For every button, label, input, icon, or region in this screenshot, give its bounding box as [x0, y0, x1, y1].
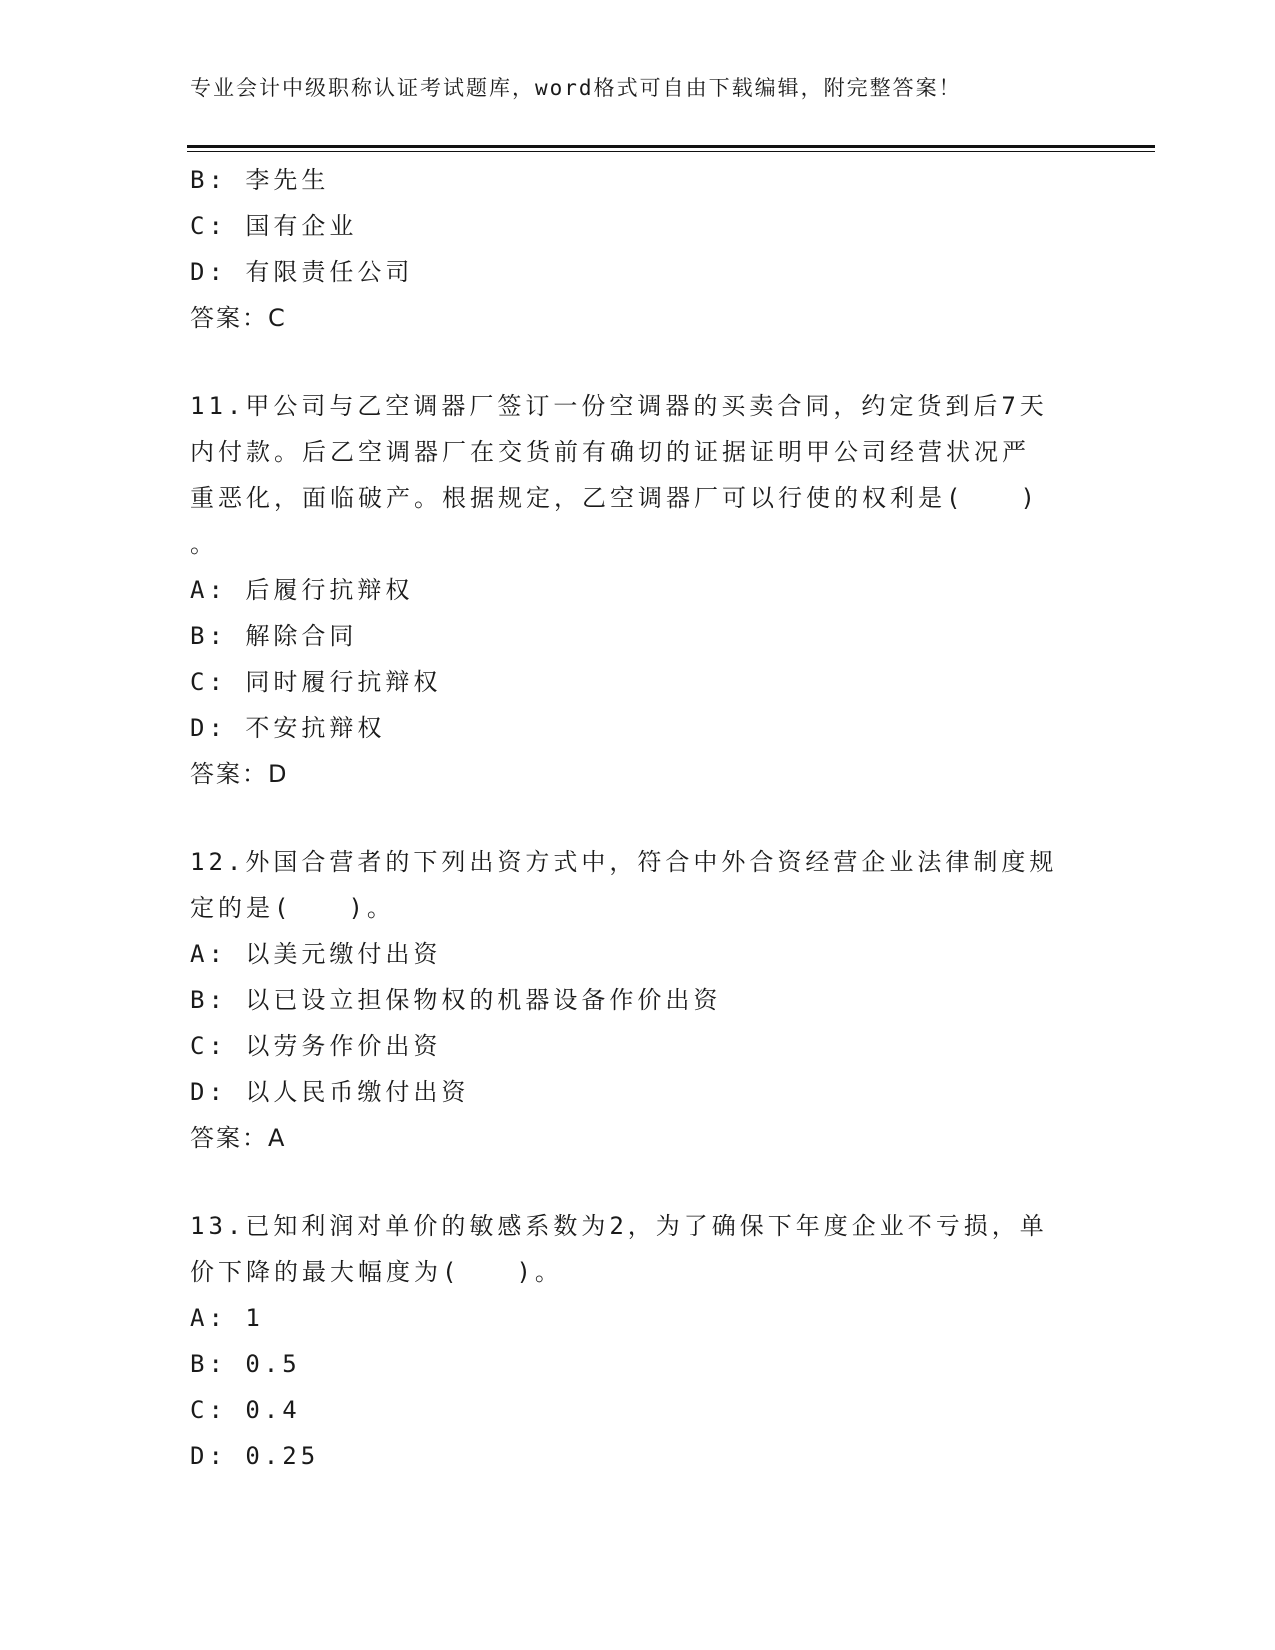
- option-letter: D:: [190, 1442, 227, 1470]
- option-d: [190, 249, 1070, 295]
- spacer: [190, 341, 1070, 383]
- option-text: 以已设立担保物权的机器设备作价出资: [245, 986, 722, 1014]
- answer-line: 答案：A: [190, 1124, 287, 1152]
- option-letter: B:: [190, 986, 227, 1014]
- answer-line: 答案：C: [190, 304, 287, 332]
- option-d: [190, 705, 1070, 751]
- option-d: [190, 1433, 1070, 1479]
- header-rule-thin: [187, 151, 1155, 152]
- option-c: [190, 1387, 1070, 1433]
- answer-line: 答案：D: [190, 760, 289, 788]
- option-letter: A:: [190, 940, 227, 968]
- option-text: 以人民币缴付出资: [245, 1078, 470, 1106]
- option-text: 后履行抗辩权: [245, 576, 414, 604]
- option-text: 以劳务作价出资: [245, 1032, 442, 1060]
- option-text: 以美元缴付出资: [245, 940, 442, 968]
- option-letter: D:: [190, 714, 227, 742]
- option-a: [190, 567, 1070, 613]
- option-a: [190, 1295, 1070, 1341]
- option-letter: D:: [190, 1078, 227, 1106]
- option-b: [190, 157, 1070, 203]
- question-stem-line: 11.甲公司与乙空调器厂签订一份空调器的买卖合同，约定货到后7天: [190, 392, 1048, 420]
- option-text: 不安抗辩权: [245, 714, 386, 742]
- question-stem-line: 价下降的最大幅度为( )。: [190, 1258, 563, 1286]
- question-stem-line: 定的是( )。: [190, 894, 395, 922]
- option-c: [190, 1023, 1070, 1069]
- option-text: 0.5: [245, 1350, 301, 1378]
- option-b: [190, 1341, 1070, 1387]
- page-header: 专业会计中级职称认证考试题库，word格式可自由下载编辑，附完整答案！: [190, 76, 962, 100]
- option-b: [190, 977, 1070, 1023]
- question-stem-line: 13.已知利润对单价的敏感系数为2，为了确保下年度企业不亏损，单: [190, 1212, 1048, 1240]
- option-text: 解除合同: [245, 622, 358, 650]
- option-a: [190, 931, 1070, 977]
- option-letter: C:: [190, 212, 227, 240]
- option-text: 0.4: [245, 1396, 301, 1424]
- option-text: 国有企业: [245, 212, 358, 240]
- option-text: 李先生: [245, 166, 330, 194]
- option-letter: D:: [190, 258, 227, 286]
- option-text: 有限责任公司: [245, 258, 414, 286]
- option-c: [190, 659, 1070, 705]
- question-stem-line: 12.外国合营者的下列出资方式中，符合中外合资经营企业法律制度规: [190, 848, 1058, 876]
- option-letter: B:: [190, 1350, 227, 1378]
- option-letter: A:: [190, 1304, 227, 1332]
- question-list: [190, 157, 1070, 1479]
- option-letter: C:: [190, 1396, 227, 1424]
- option-d: [190, 1069, 1070, 1115]
- option-letter: B:: [190, 166, 227, 194]
- option-letter: C:: [190, 1032, 227, 1060]
- option-c: [190, 203, 1070, 249]
- option-letter: B:: [190, 622, 227, 650]
- option-text: 1: [245, 1304, 264, 1332]
- option-text: 同时履行抗辩权: [245, 668, 442, 696]
- option-letter: C:: [190, 668, 227, 696]
- option-letter: A:: [190, 576, 227, 604]
- question-stem-line: 重恶化，面临破产。根据规定，乙空调器厂可以行使的权利是( ): [190, 484, 1039, 512]
- header-rule-thick: [187, 145, 1155, 148]
- spacer: [190, 1161, 1070, 1203]
- question-stem-line: 。: [190, 530, 218, 558]
- option-text: 0.25: [245, 1442, 320, 1470]
- question-stem-line: 内付款。后乙空调器厂在交货前有确切的证据证明甲公司经营状况严: [190, 438, 1030, 466]
- option-b: [190, 613, 1070, 659]
- spacer: [190, 797, 1070, 839]
